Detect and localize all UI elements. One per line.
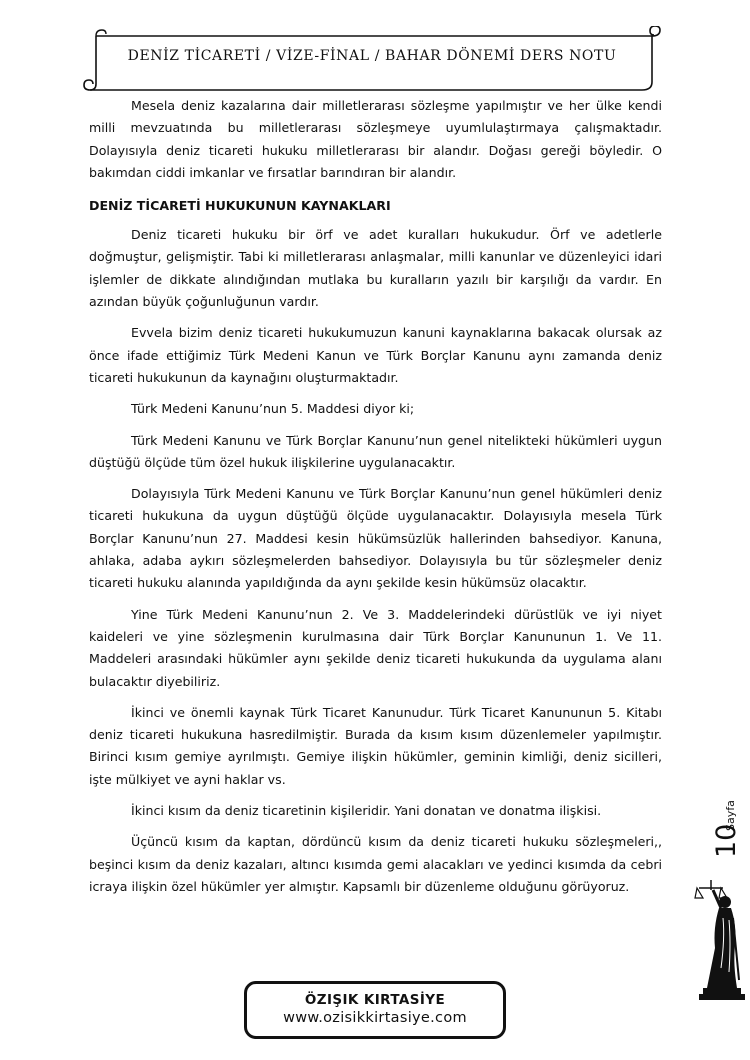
paragraph: Üçüncü kısım da kaptan, dördüncü kısım da deniz ticareti hukuku sözleşmeleri,, beşinci kısım da deniz kazaları, altıncı kısımda gemi alacakları ve yedinci kısımda da cebri icraya ilişkin özel hükümler yer almıştır. Kapsamlı bir düzenleme olduğunu görüyoruz.: [89, 834, 662, 894]
lady-justice-icon: [693, 868, 750, 1003]
document-body: [89, 95, 662, 898]
paragraph: İkinci ve önemli kaynak Türk Ticaret Kanunudur. Türk Ticaret Kanununun 5. Kitabı deniz ticareti hukukuna hasredilmiştir. Burada da kısım kısım düzenlemeler yapılmıştır. Birinci kısım gemiye ayrılmıştı. Gemiye ilişkin hükümler, geminin kimliği, deniz sicilleri, işte mülkiyet ve ayni haklar vs.: [89, 704, 662, 787]
paragraph: Mesela deniz kazalarına dair milletlerarası sözleşme yapılmıştır ve her ülke kendi milli mevzuatında bu milletlerarası sözleşmeye uyumlulaştırmaya çalışmaktadır. Dolayısıyla deniz ticareti hukuku milletlerarası bir alandır. Doğası gereği böyledir. O bakımdan ciddi imkanlar ve fırsatlar barındıran bir alandır.: [89, 98, 662, 180]
section-heading: DENİZ TİCARETİ HUKUKUNUN KAYNAKLARI: [89, 198, 391, 214]
paragraph: Dolayısıyla Türk Medeni Kanunu ve Türk Borçlar Kanunu’nun genel hükümleri deniz ticareti hukukuna da uygun düştüğü ölçüde uygulanacaktır. Dolayısıyla mesela Türk Borçlar Kanunu’nun 27. Maddesi kesin hükümsüzlük hallerinden bahsediyor. Kanuna, ahlaka, adaba aykırı sözleşmelerden bahsediyor. Dolayısıyla bu tür sözleşmeler deniz ticareti hukuku alanında yapıldığında da aynı şekilde kesin hükümsüz olacaktır.: [89, 486, 662, 591]
page-number-value: 10: [711, 823, 742, 858]
paragraph: Türk Medeni Kanunu ve Türk Borçlar Kanunu’nun genel nitelikteki hükümleri uygun düştüğü ölçüde tüm özel hukuk ilişkilerine uygulanacaktır.: [89, 432, 662, 470]
paragraph: Türk Medeni Kanunu’nun 5. Maddesi diyor ki;: [131, 401, 415, 417]
page-number-label: Sayfa: [724, 800, 737, 831]
paragraph: İkinci kısım da deniz ticaretinin kişileridir. Yani donatan ve donatma ilişkisi.: [131, 803, 602, 819]
paragraph: Evvela bizim deniz ticareti hukukumuzun kanuni kaynaklarına bakacak olursak az önce ifade ettiğimiz Türk Medeni Kanun ve Türk Borçlar Kanunu aynı zamanda deniz ticareti hukukunun da kaynağını oluşturmaktadır.: [89, 325, 662, 385]
page-header-title: DENİZ TİCARETİ / VİZE-FİNAL / BAHAR DÖNEMİ DERS NOTU: [127, 48, 617, 64]
footer-website-link[interactable]: www.ozisikkirtasiye.com: [283, 1010, 467, 1026]
paragraph: Yine Türk Medeni Kanunu’nun 2. Ve 3. Maddelerindeki dürüstlük ve iyi niyet kaideleri ve yine sözleşmenin kurulmasına dair Türk Borçlar Kanununun 1. Ve 11. Maddeleri arasındaki hükümler aynı şekilde deniz ticareti hukukunda da uygulama alanı bulacaktır diyebiliriz.: [89, 606, 662, 689]
paragraph: Deniz ticareti hukuku bir örf ve adet kuralları hukukudur. Örf ve adetlerle doğmuştur, gelişmiştir. Tabi ki milletlerarası anlaşmalar, milli kanunlar ve düzenleyici idari işlemler de dikkate alındığından mutlaka bu kuralların yazılı bir karşılığı da vardır. En azından büyük çoğunluğunun vardır.: [89, 227, 662, 310]
footer-company-name: ÖZIŞIK KIRTASİYE: [304, 992, 446, 1008]
footer-banner: [244, 981, 506, 1039]
